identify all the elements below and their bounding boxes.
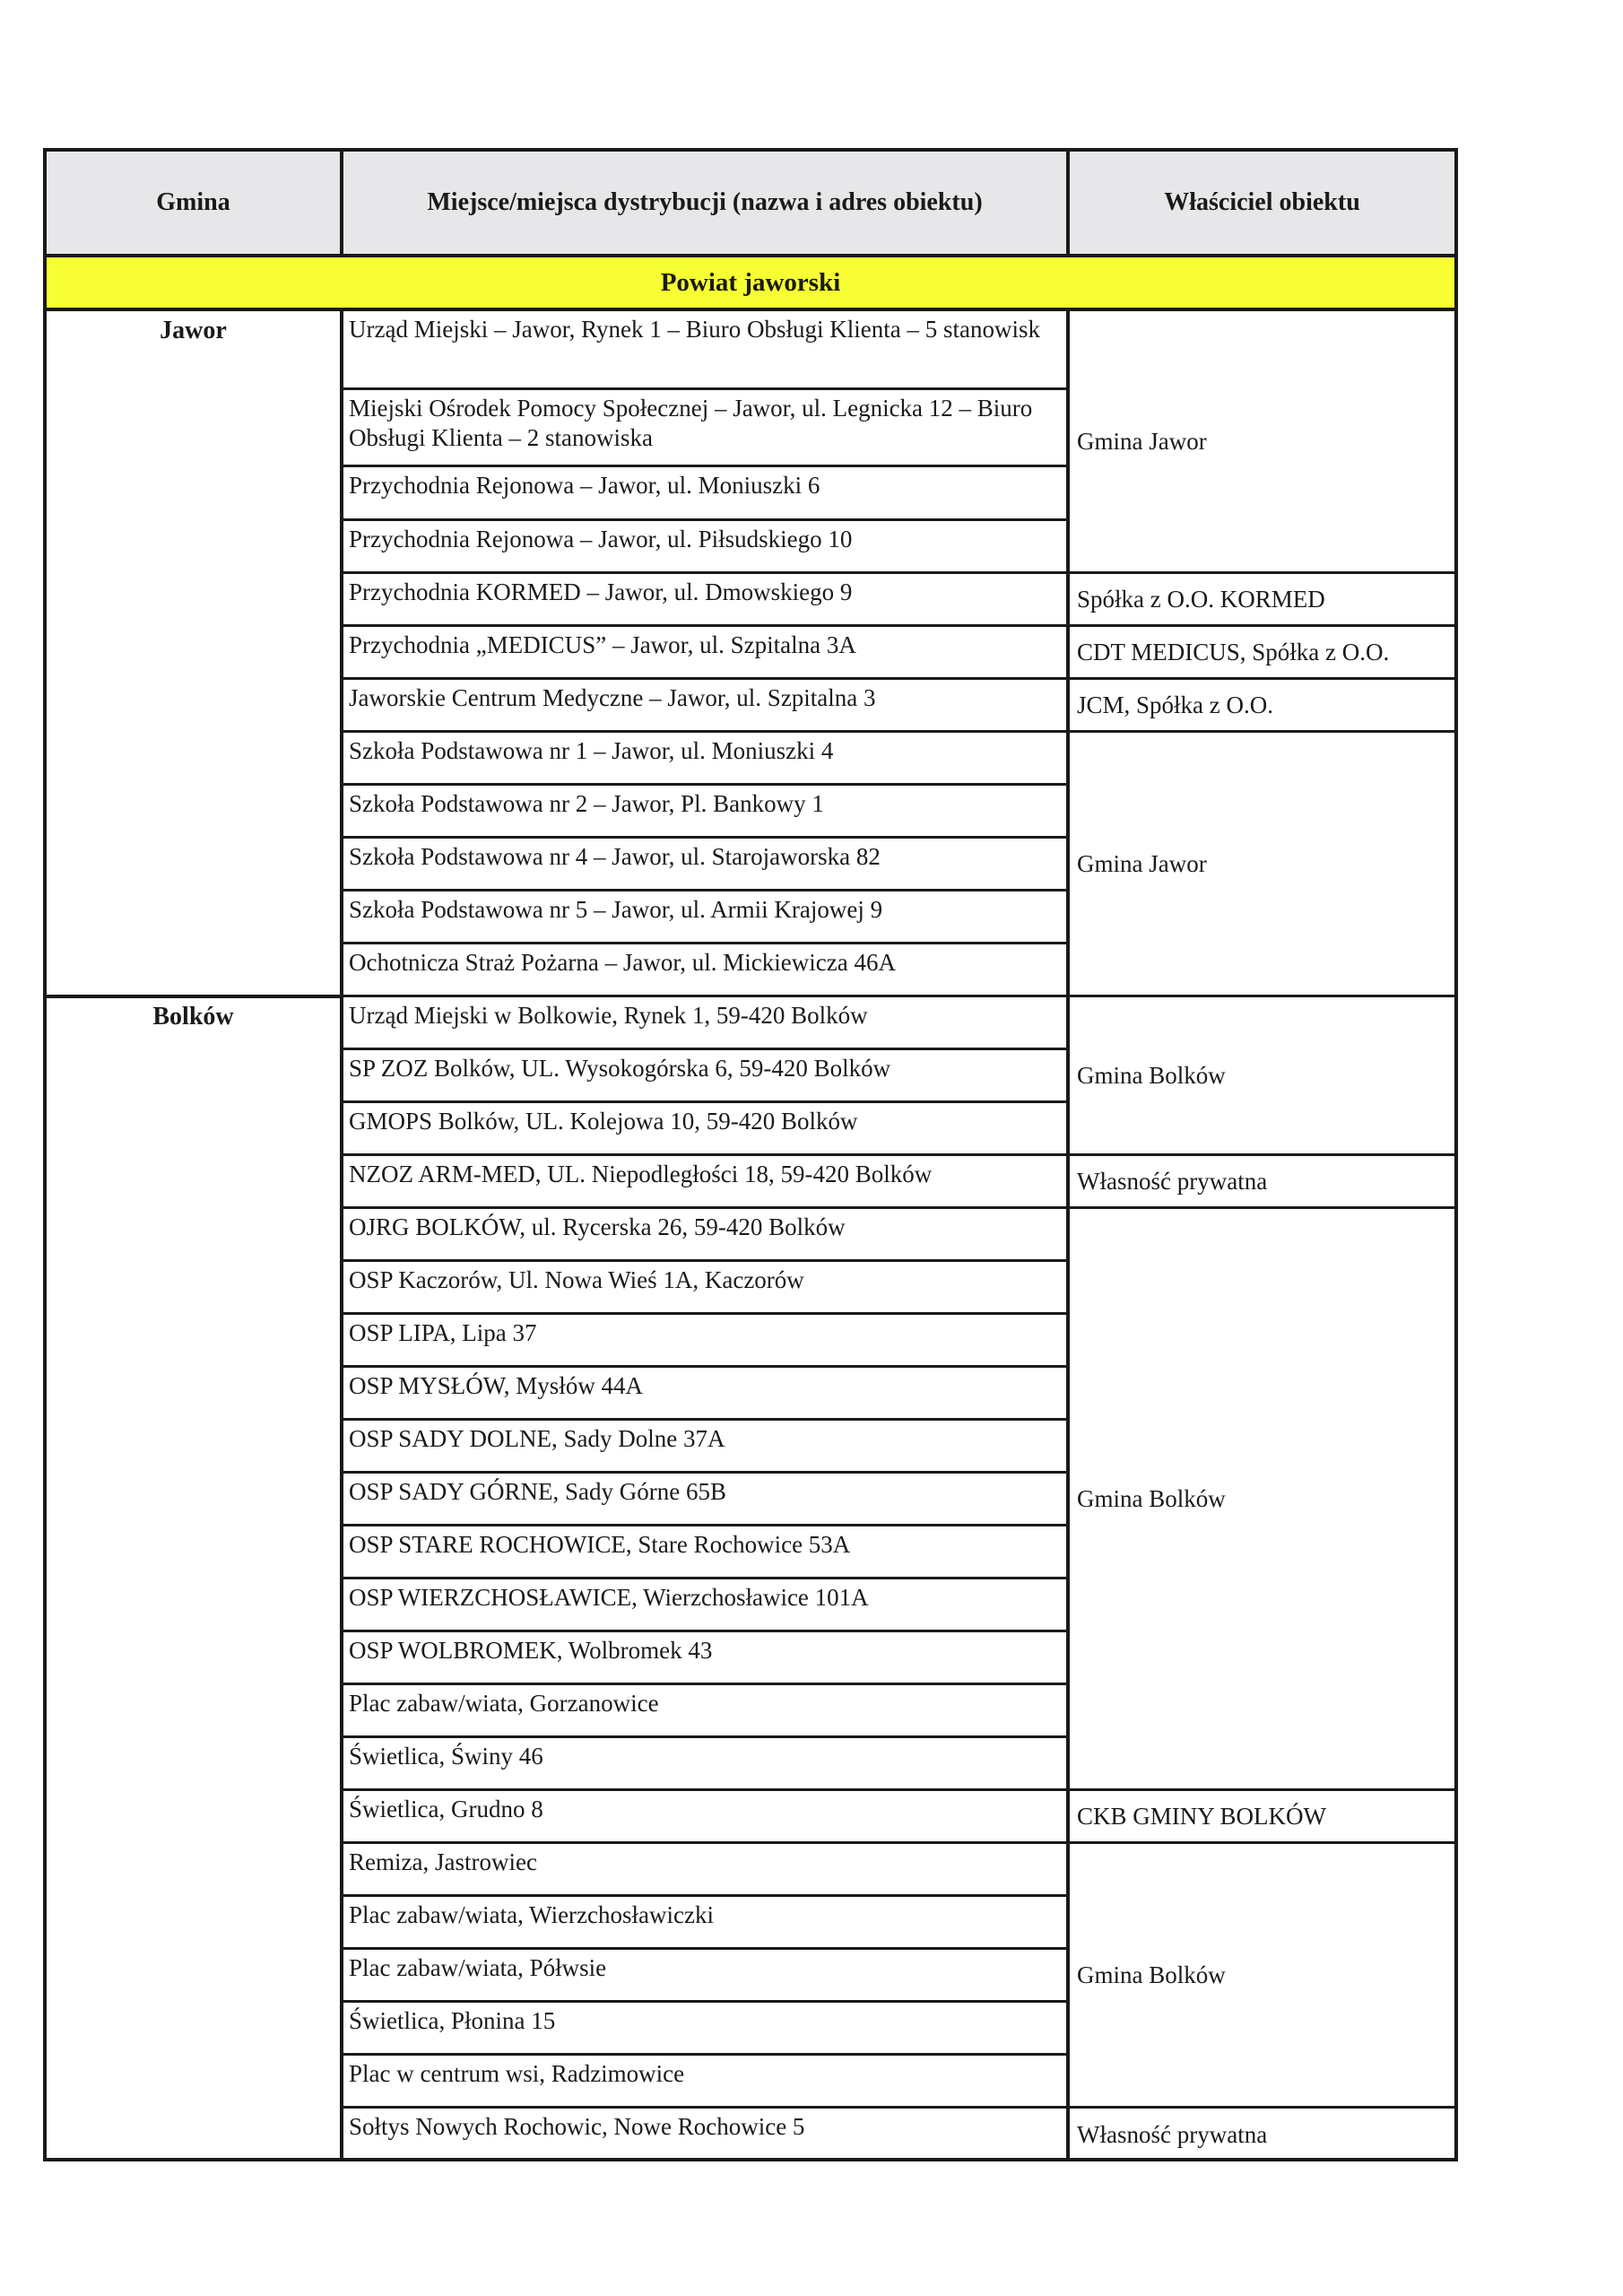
place-row: Przychodnia „MEDICUS” – Jawor, ul. Szpitalna 3A: [343, 627, 1066, 680]
place-row: Miejski Ośrodek Pomocy Społecznej – Jawor, ul. Legnicka 12 – Biuro Obsługi Klienta – 2 stanowiska: [343, 390, 1066, 467]
table-header: [47, 152, 1454, 257]
place-row: Szkoła Podstawowa nr 2 – Jawor, Pl. Bankowy 1: [343, 786, 1066, 839]
owner-cell: JCM, Spółka z O.O.: [1070, 680, 1454, 733]
owner-cell: Gmina Bolków: [1070, 1209, 1454, 1791]
owner-cell: Własność prywatna: [1070, 1156, 1454, 1209]
owner-cell: Gmina Jawor: [1070, 733, 1454, 997]
table-body: [47, 311, 1454, 2158]
place-row: Plac zabaw/wiata, Półwsie: [343, 1950, 1066, 2003]
owner-cell: CKB GMINY BOLKÓW: [1070, 1791, 1454, 1844]
place-row: Jaworskie Centrum Medyczne – Jawor, ul. Szpitalna 3: [343, 680, 1066, 733]
place-row: OJRG BOLKÓW, ul. Rycerska 26, 59-420 Bolków: [343, 1209, 1066, 1262]
place-row: Przychodnia Rejonowa – Jawor, ul. Piłsudskiego 10: [343, 521, 1066, 574]
place-row: OSP WOLBROMEK, Wolbromek 43: [343, 1632, 1066, 1685]
place-row: Remiza, Jastrowiec: [343, 1844, 1066, 1897]
owner-cell: CDT MEDICUS, Spółka z O.O.: [1070, 627, 1454, 680]
place-row: Sołtys Nowych Rochowic, Nowe Rochowice 5: [349, 2113, 805, 2140]
place-row: OSP LIPA, Lipa 37: [343, 1315, 1066, 1368]
header-place: Miejsce/miejsca dystrybucji (nazwa i adres obiektu): [340, 152, 1066, 254]
place-row: Szkoła Podstawowa nr 5 – Jawor, ul. Armii Krajowej 9: [343, 891, 1066, 944]
place-row: OSP STARE ROCHOWICE, Stare Rochowice 53A: [343, 1526, 1066, 1579]
place-row: Urząd Miejski w Bolkowie, Rynek 1, 59-420 Bolków: [343, 997, 1066, 1050]
owner-cell: Gmina Jawor: [1070, 311, 1454, 574]
gmina-divider: [47, 995, 340, 998]
owner-column: [1070, 311, 1454, 2158]
place-row: Przychodnia Rejonowa – Jawor, ul. Moniuszki 6: [343, 467, 1066, 521]
owner-cell: Gmina Bolków: [1070, 1844, 1454, 2109]
place-column: [340, 311, 1070, 2158]
header-gmina: Gmina: [156, 188, 230, 216]
header-owner: Właściciel obiektu: [1066, 152, 1454, 254]
place-row: Świetlica, Grudno 8: [343, 1791, 1066, 1844]
distribution-table: [43, 148, 1458, 2161]
place-row: OSP SADY DOLNE, Sady Dolne 37A: [343, 1421, 1066, 1474]
place-row: Plac zabaw/wiata, Gorzanowice: [343, 1685, 1066, 1738]
owner-cell: Gmina Bolków: [1070, 997, 1454, 1156]
place-row: Szkoła Podstawowa nr 4 – Jawor, ul. Starojaworska 82: [343, 839, 1066, 891]
place-row: Plac w centrum wsi, Radzimowice: [343, 2056, 1066, 2109]
place-row: GMOPS Bolków, UL. Kolejowa 10, 59-420 Bolków: [343, 1103, 1066, 1156]
owner-cell: Własność prywatna: [1077, 2121, 1268, 2148]
place-row: Szkoła Podstawowa nr 1 – Jawor, ul. Moniuszki 4: [343, 733, 1066, 786]
place-row: Świetlica, Świny 46: [343, 1738, 1066, 1791]
place-row: OSP MYSŁÓW, Mysłów 44A: [343, 1368, 1066, 1421]
place-row: Urząd Miejski – Jawor, Rynek 1 – Biuro Obsługi Klienta – 5 stanowisk: [343, 311, 1066, 390]
place-row: SP ZOZ Bolków, UL. Wysokogórska 6, 59-420 Bolków: [343, 1050, 1066, 1103]
place-row: OSP SADY GÓRNE, Sady Górne 65B: [343, 1474, 1066, 1526]
place-row: OSP WIERZCHOSŁAWICE, Wierzchosławice 101A: [343, 1579, 1066, 1632]
gmina-column: [47, 311, 340, 2158]
place-row: Przychodnia KORMED – Jawor, ul. Dmowskiego 9: [343, 574, 1066, 627]
place-row: NZOZ ARM-MED, UL. Niepodległości 18, 59-420 Bolków: [343, 1156, 1066, 1209]
place-row: OSP Kaczorów, Ul. Nowa Wieś 1A, Kaczorów: [343, 1262, 1066, 1315]
gmina-cell: Bolków: [152, 1003, 234, 1031]
place-row: Świetlica, Płonina 15: [343, 2003, 1066, 2056]
place-row: Plac zabaw/wiata, Wierzchosławiczki: [343, 1897, 1066, 1950]
owner-cell: Spółka z O.O. KORMED: [1070, 574, 1454, 627]
place-row: Ochotnicza Straż Pożarna – Jawor, ul. Mickiewicza 46A: [343, 944, 1066, 997]
gmina-cell: Jawor: [160, 317, 227, 344]
section-title: Powiat jaworski: [47, 257, 1454, 311]
